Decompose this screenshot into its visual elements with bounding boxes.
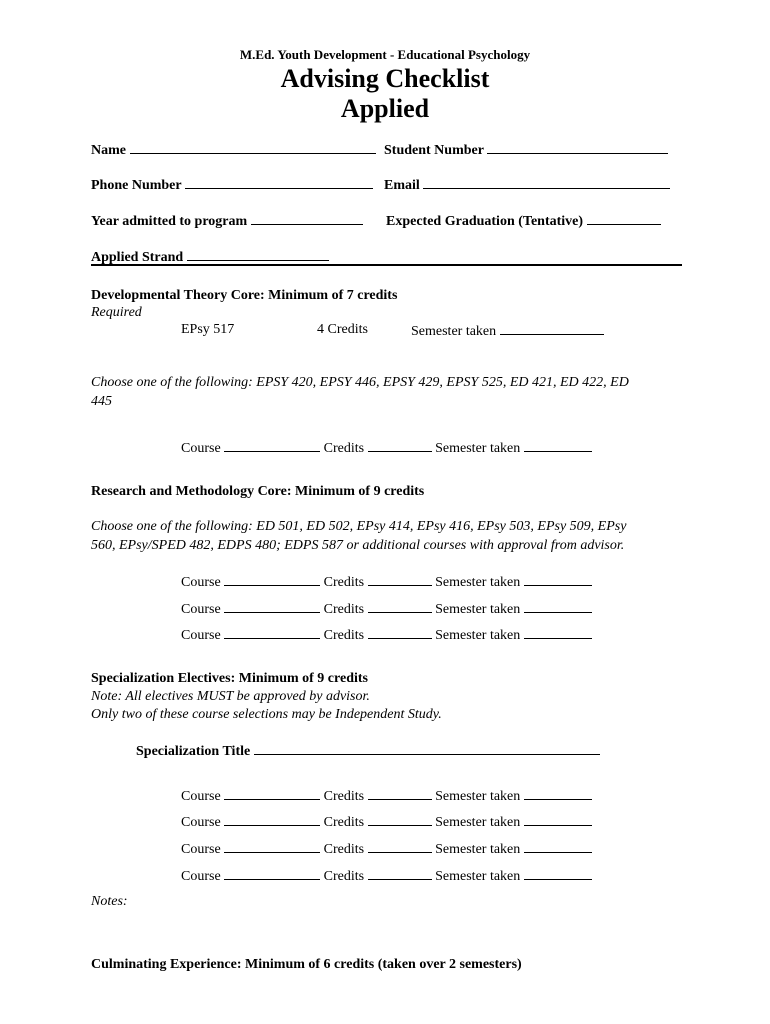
email-blank[interactable] (423, 176, 670, 189)
semester-blank[interactable] (524, 626, 592, 639)
specialization-title-label: Specialization Title (136, 744, 251, 759)
credits-blank[interactable] (368, 867, 432, 880)
semester-blank[interactable] (524, 867, 592, 880)
course-label: Course (181, 575, 221, 590)
course-row (181, 787, 592, 805)
course-blank[interactable] (224, 626, 320, 639)
course-row (181, 867, 592, 885)
credits-label: Credits (323, 441, 365, 456)
credits-label: Credits (323, 575, 365, 590)
semester-blank[interactable] (524, 439, 592, 452)
email-label: Email (384, 178, 420, 193)
credits-blank[interactable] (368, 439, 432, 452)
course-blank[interactable] (224, 787, 320, 800)
specialization-heading: Specialization Electives: Minimum of 9 credits (91, 671, 368, 686)
required-label: Required (91, 305, 142, 320)
semester-blank[interactable] (524, 600, 592, 613)
required-course: EPsy 517 (181, 322, 235, 337)
program-title: M.Ed. Youth Development - Educational Psychology (239, 47, 531, 62)
course-row (181, 600, 592, 618)
semester-blank[interactable] (524, 840, 592, 853)
semester-label: Semester taken (435, 628, 521, 643)
developmental-heading: Developmental Theory Core: Minimum of 7 credits (91, 288, 398, 303)
phone-number-blank[interactable] (185, 176, 373, 189)
course-blank[interactable] (224, 573, 320, 586)
course-blank[interactable] (224, 840, 320, 853)
specialization-note: Note: All electives MUST be approved by advisor. (91, 689, 370, 704)
credits-label: Credits (323, 789, 365, 804)
credits-blank[interactable] (368, 840, 432, 853)
course-row (181, 439, 592, 457)
semester-label: Semester taken (411, 324, 497, 339)
credits-blank[interactable] (368, 813, 432, 826)
year-admitted-blank[interactable] (251, 212, 363, 225)
student-number-field (384, 141, 668, 159)
credits-label: Credits (323, 815, 365, 830)
semester-label: Semester taken (435, 842, 521, 857)
name-label: Name (91, 143, 126, 158)
credits-label: Credits (323, 628, 365, 643)
course-row (181, 813, 592, 831)
required-semester-field (411, 322, 604, 340)
course-label: Course (181, 628, 221, 643)
credits-blank[interactable] (368, 626, 432, 639)
applied-strand-blank[interactable] (187, 248, 329, 261)
culminating-label: Culminating Experience (91, 957, 237, 972)
page-subtitle: Applied (340, 94, 430, 123)
semester-label: Semester taken (435, 815, 521, 830)
credits-label: Credits (323, 869, 365, 884)
year-admitted-field (91, 212, 363, 230)
phone-number-field (91, 176, 373, 194)
course-row (181, 573, 592, 591)
credits-label: Credits (323, 842, 365, 857)
credits-blank[interactable] (368, 573, 432, 586)
culminating-heading (91, 957, 522, 973)
research-heading: Research and Methodology Core: Minimum of 9 credits (91, 484, 425, 499)
credits-label: Credits (323, 602, 365, 617)
semester-label: Semester taken (435, 441, 521, 456)
developmental-choose-text-cont: 445 (91, 394, 112, 409)
culminating-requirement: : Minimum of 6 credits (taken over 2 semesters) (236, 957, 522, 972)
semester-label: Semester taken (435, 575, 521, 590)
name-field (91, 141, 376, 159)
course-blank[interactable] (224, 600, 320, 613)
phone-number-label: Phone Number (91, 178, 182, 193)
semester-blank[interactable] (524, 573, 592, 586)
course-row (181, 840, 592, 858)
research-choose-text: Choose one of the following: ED 501, ED 502, EPsy 414, EPsy 416, EPsy 503, EPsy 509, EPsy (91, 519, 627, 534)
expected-graduation-field (386, 212, 661, 230)
expected-graduation-blank[interactable] (587, 212, 661, 225)
student-number-blank[interactable] (487, 141, 668, 154)
course-label: Course (181, 842, 221, 857)
course-blank[interactable] (224, 867, 320, 880)
research-choose-text-cont: 560, EPsy/SPED 482, EDPS 480; EDPS 587 or additional courses with approval from advisor. (91, 538, 625, 553)
course-label: Course (181, 602, 221, 617)
semester-blank[interactable] (524, 813, 592, 826)
course-row (181, 626, 592, 644)
name-blank[interactable] (130, 141, 376, 154)
specialization-title-field (136, 742, 600, 760)
page-title: Advising Checklist (280, 64, 490, 93)
course-label: Course (181, 789, 221, 804)
semester-label: Semester taken (435, 602, 521, 617)
course-blank[interactable] (224, 813, 320, 826)
specialization-note-independent: Only two of these course selections may be Independent Study. (91, 707, 442, 722)
specialization-title-blank[interactable] (254, 742, 600, 755)
year-admitted-label: Year admitted to program (91, 214, 248, 229)
required-credits: 4 Credits (317, 322, 368, 337)
course-label: Course (181, 441, 221, 456)
course-blank[interactable] (224, 439, 320, 452)
semester-label: Semester taken (435, 869, 521, 884)
semester-label: Semester taken (435, 789, 521, 804)
credits-blank[interactable] (368, 787, 432, 800)
section-divider (91, 264, 682, 266)
expected-graduation-label: Expected Graduation (Tentative) (386, 214, 584, 229)
applied-strand-label: Applied Strand (91, 250, 184, 265)
semester-blank[interactable] (500, 322, 604, 335)
notes-label: Notes: (91, 894, 128, 909)
course-label: Course (181, 869, 221, 884)
semester-blank[interactable] (524, 787, 592, 800)
credits-blank[interactable] (368, 600, 432, 613)
email-field (384, 176, 670, 194)
developmental-choose-text: Choose one of the following: EPSY 420, EPSY 446, EPSY 429, EPSY 525, ED 421, ED 422, ED (91, 375, 629, 390)
student-number-label: Student Number (384, 143, 484, 158)
course-label: Course (181, 815, 221, 830)
